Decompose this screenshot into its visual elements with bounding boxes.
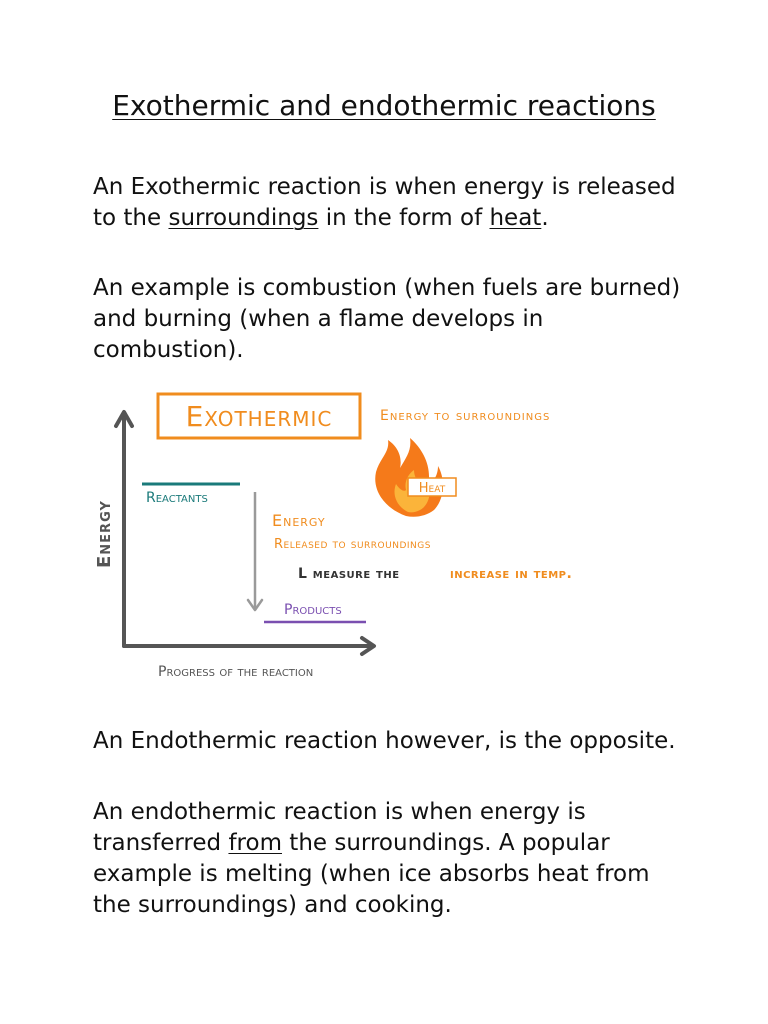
energy-released-line1: Energy (272, 511, 326, 530)
energy-to-surroundings-label: Energy to surroundings (380, 408, 551, 424)
energy-released-line2: Released to surroundings (274, 537, 431, 552)
measure-highlight: increase in temp. (450, 566, 573, 582)
text-run: An endothermic reaction is when energy is transferred (93, 799, 586, 856)
reactants-label: Reactants (146, 490, 208, 506)
page-title: Exothermic and endothermic reactions (112, 89, 656, 122)
exothermic-energy-diagram (88, 388, 628, 688)
products-label: Products (284, 602, 342, 618)
text-run: An Exothermic reaction is when energy is released to the (93, 174, 676, 231)
combustion-example-paragraph: An example is combustion (when fuels are burned) and burning (when a flame develops in combustion). (93, 275, 681, 363)
y-axis-label: Energy (94, 500, 115, 568)
exothermic-definition-paragraph (93, 172, 693, 234)
text-run: in the form of (318, 205, 490, 231)
surroundings-term: surroundings (168, 205, 319, 231)
endothermic-definition-paragraph (93, 797, 693, 921)
x-axis-label: Progress of the reaction (158, 664, 314, 680)
endothermic-intro-paragraph: An Endothermic reaction however, is the opposite. (93, 728, 676, 754)
measure-prefix: L measure the (298, 566, 400, 582)
heat-term: heat (489, 205, 542, 231)
from-term: from (228, 830, 282, 856)
exothermic-box-title: Exothermic (185, 400, 333, 433)
text-run: . (541, 205, 549, 231)
text-run: the surroundings. A popular example is melting (when ice absorbs heat from the surroundings) and cooking. (93, 830, 650, 918)
heat-label: Heat (418, 481, 446, 496)
